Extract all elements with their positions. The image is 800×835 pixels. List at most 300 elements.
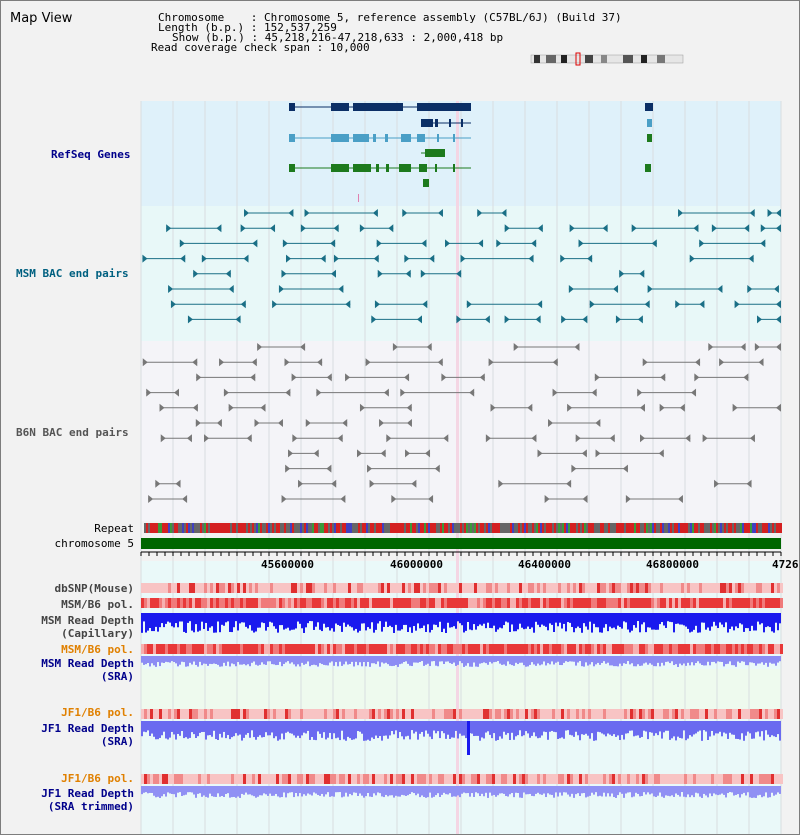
depth-bar xyxy=(599,656,601,665)
heat-cell xyxy=(627,644,630,654)
depth-bar xyxy=(679,721,681,738)
heat-cell xyxy=(198,598,201,608)
depth-bar xyxy=(317,613,319,622)
depth-bar xyxy=(501,656,503,665)
heat-cell xyxy=(735,774,738,784)
depth-bar xyxy=(499,656,501,664)
heat-cell xyxy=(675,583,678,593)
heat-cell xyxy=(723,583,726,593)
depth-bar xyxy=(573,613,575,632)
heat-cell xyxy=(564,598,567,608)
jf1-depth-sra-label[interactable]: JF1 Read Depth xyxy=(41,722,134,735)
depth-bar xyxy=(159,656,161,666)
heat-cell xyxy=(612,583,615,593)
depth-bar xyxy=(249,721,251,738)
repeat-block xyxy=(176,523,178,533)
jf1-depth-trim-label[interactable]: JF1 Read Depth xyxy=(41,787,134,800)
depth-bar xyxy=(239,613,241,623)
depth-bar xyxy=(363,656,365,662)
heat-cell xyxy=(759,598,762,608)
depth-bar xyxy=(363,721,365,741)
heat-cell xyxy=(381,709,384,719)
repeat-block xyxy=(144,523,146,533)
heat-cell xyxy=(660,583,663,593)
heat-cell xyxy=(288,583,291,593)
depth-bar xyxy=(263,721,265,737)
jf1-b6-pol-2-label[interactable]: JF1/B6 pol. xyxy=(61,772,134,785)
depth-bar xyxy=(289,656,291,664)
heat-cell xyxy=(207,774,210,784)
refseq-label[interactable]: RefSeq Genes xyxy=(51,148,131,161)
depth-bar xyxy=(455,721,457,731)
heat-cell xyxy=(522,774,525,784)
repeat-block xyxy=(280,523,282,533)
depth-bar xyxy=(685,721,687,740)
depth-bar xyxy=(259,721,261,735)
depth-bar xyxy=(615,721,617,737)
heat-cell xyxy=(153,709,156,719)
heat-cell xyxy=(477,774,480,784)
depth-bar xyxy=(441,613,443,632)
depth-bar xyxy=(601,721,603,733)
depth-bar xyxy=(205,721,207,740)
heat-cell xyxy=(402,583,405,593)
depth-bar xyxy=(545,656,547,665)
depth-bar xyxy=(229,656,231,666)
heat-cell xyxy=(558,583,561,593)
depth-bar xyxy=(501,721,503,739)
depth-bar xyxy=(429,721,431,737)
depth-bar xyxy=(291,613,293,630)
depth-bar xyxy=(737,656,739,662)
depth-bar xyxy=(317,656,319,667)
depth-bar xyxy=(531,786,533,796)
repeat-block xyxy=(692,523,694,533)
heat-cell xyxy=(258,644,261,654)
heat-cell xyxy=(462,644,465,654)
depth-bar xyxy=(487,721,489,731)
heat-cell xyxy=(459,774,462,784)
heat-cell xyxy=(441,644,444,654)
heat-cell xyxy=(405,774,408,784)
heat-cell xyxy=(336,709,339,719)
heat-cell xyxy=(192,774,195,784)
heat-cell xyxy=(339,644,342,654)
depth-bar xyxy=(609,613,611,627)
heat-cell xyxy=(354,583,357,593)
repeat-block xyxy=(318,523,320,533)
heat-cell xyxy=(201,583,204,593)
heat-cell xyxy=(723,709,726,719)
depth-bar xyxy=(769,721,771,737)
heat-cell xyxy=(303,644,306,654)
heat-cell xyxy=(756,774,759,784)
depth-bar xyxy=(687,786,689,794)
heat-cell xyxy=(639,598,642,608)
depth-bar xyxy=(275,613,277,629)
heat-cell xyxy=(693,644,696,654)
heat-cell xyxy=(291,583,294,593)
heat-cell xyxy=(336,583,339,593)
depth-bar xyxy=(155,721,157,739)
depth-bar xyxy=(455,786,457,797)
heat-cell xyxy=(171,774,174,784)
depth-bar xyxy=(697,656,699,661)
depth-bar xyxy=(401,786,403,795)
depth-bar xyxy=(753,613,755,630)
jf1-b6-pol-label[interactable]: JF1/B6 pol. xyxy=(61,706,134,719)
heat-cell xyxy=(507,644,510,654)
depth-bar xyxy=(493,656,495,662)
depth-bar xyxy=(645,721,647,731)
repeat-block xyxy=(488,523,490,533)
depth-bar xyxy=(641,613,643,624)
repeat-block xyxy=(670,523,672,533)
depth-bar xyxy=(449,786,451,793)
depth-bar xyxy=(723,721,725,733)
heat-cell xyxy=(288,598,291,608)
depth-bar xyxy=(289,613,291,631)
repeat-block xyxy=(402,523,404,533)
depth-bar xyxy=(335,656,337,662)
repeat-block xyxy=(454,523,456,533)
heat-cell xyxy=(273,774,276,784)
depth-bar xyxy=(691,786,693,795)
repeat-block xyxy=(482,523,484,533)
repeat-block xyxy=(190,523,192,533)
heat-cell xyxy=(453,774,456,784)
heat-cell xyxy=(318,583,321,593)
heat-cell xyxy=(609,709,612,719)
heat-cell xyxy=(531,774,534,784)
depth-bar xyxy=(535,786,537,794)
depth-bar xyxy=(553,613,555,632)
depth-bar xyxy=(779,721,781,741)
repeat-block xyxy=(244,523,246,533)
heat-cell xyxy=(333,644,336,654)
depth-bar xyxy=(513,786,515,797)
depth-bar xyxy=(679,613,681,624)
heat-cell xyxy=(219,583,222,593)
heat-cell xyxy=(732,644,735,654)
depth-bar xyxy=(185,786,187,795)
heat-cell xyxy=(378,644,381,654)
depth-bar xyxy=(715,613,717,626)
repeat-block xyxy=(754,523,756,533)
depth-bar xyxy=(175,721,177,740)
heat-cell xyxy=(495,774,498,784)
depth-bar xyxy=(751,786,753,798)
depth-bar xyxy=(677,786,679,795)
heat-cell xyxy=(771,644,774,654)
heat-cell xyxy=(330,774,333,784)
heat-cell xyxy=(468,583,471,593)
depth-bar xyxy=(425,613,427,632)
depth-bar xyxy=(761,613,763,623)
depth-bar xyxy=(715,721,717,733)
depth-bar xyxy=(475,613,477,630)
depth-bar xyxy=(271,786,273,796)
depth-bar xyxy=(523,656,525,665)
depth-bar xyxy=(651,656,653,665)
repeat-block xyxy=(364,523,366,533)
repeat-block xyxy=(238,523,240,533)
heat-cell xyxy=(207,644,210,654)
depth-bar xyxy=(505,721,507,735)
depth-bar xyxy=(253,721,255,737)
heat-cell xyxy=(147,644,150,654)
heat-cell xyxy=(222,644,225,654)
heat-cell xyxy=(426,644,429,654)
depth-bar xyxy=(501,786,503,793)
heat-cell xyxy=(492,583,495,593)
heat-cell xyxy=(438,709,441,719)
repeat-block xyxy=(696,523,698,533)
heat-cell xyxy=(408,598,411,608)
depth-bar xyxy=(369,721,371,741)
depth-bar xyxy=(189,721,191,738)
msm-b6-pol-2-label[interactable]: MSM/B6 pol. xyxy=(61,643,134,656)
depth-bar xyxy=(221,786,223,796)
heat-cell xyxy=(489,774,492,784)
repeat-block xyxy=(560,523,562,533)
heat-cell xyxy=(279,583,282,593)
repeat-block xyxy=(706,523,708,533)
heat-cell xyxy=(471,774,474,784)
heat-cell xyxy=(453,709,456,719)
heat-cell xyxy=(486,598,489,608)
depth-bar xyxy=(521,786,523,798)
heat-cell xyxy=(171,583,174,593)
depth-bar xyxy=(255,786,257,798)
heat-cell xyxy=(675,774,678,784)
depth-bar xyxy=(679,786,681,797)
heat-cell xyxy=(333,709,336,719)
heat-cell xyxy=(351,598,354,608)
depth-bar xyxy=(555,656,557,663)
repeat-block xyxy=(770,523,772,533)
depth-bar xyxy=(361,786,363,796)
depth-bar xyxy=(625,786,627,794)
depth-bar xyxy=(267,786,269,796)
depth-bar xyxy=(771,613,773,631)
b6n-bac-label[interactable]: B6N BAC end pairs xyxy=(16,426,129,439)
heat-cell xyxy=(216,598,219,608)
msm-depth-sra-label[interactable]: MSM Read Depth xyxy=(41,657,134,670)
depth-bar xyxy=(269,786,271,794)
heat-cell xyxy=(426,583,429,593)
heat-cell xyxy=(195,774,198,784)
depth-bar xyxy=(559,721,561,738)
heat-cell xyxy=(570,598,573,608)
depth-bar xyxy=(775,721,777,737)
depth-bar xyxy=(389,613,391,626)
heat-cell xyxy=(657,644,660,654)
depth-bar xyxy=(649,613,651,628)
depth-bar xyxy=(189,613,191,621)
heat-cell xyxy=(561,774,564,784)
heat-cell xyxy=(705,583,708,593)
depth-bar xyxy=(391,721,393,731)
depth-bar xyxy=(631,786,633,797)
heat-cell xyxy=(774,709,777,719)
repeat-block xyxy=(366,523,368,533)
depth-bar xyxy=(309,656,311,666)
heat-cell xyxy=(399,644,402,654)
heat-cell xyxy=(774,598,777,608)
repeat-block xyxy=(380,523,382,533)
depth-bar xyxy=(623,613,625,621)
depth-bar xyxy=(527,656,529,666)
depth-bar xyxy=(633,786,635,797)
dbsnp-label[interactable]: dbSNP(Mouse) xyxy=(54,582,134,595)
depth-bar xyxy=(491,656,493,663)
heat-cell xyxy=(168,598,171,608)
heat-cell xyxy=(411,583,414,593)
depth-bar xyxy=(281,613,283,625)
heat-cell xyxy=(231,644,234,654)
heat-cell xyxy=(630,709,633,719)
heat-cell xyxy=(189,709,192,719)
heat-cell xyxy=(387,598,390,608)
depth-bar xyxy=(591,721,593,733)
repeat-block xyxy=(330,523,332,533)
repeat-block xyxy=(496,523,498,533)
depth-bar xyxy=(527,786,529,794)
heat-cell xyxy=(654,644,657,654)
depth-bar xyxy=(313,656,315,665)
repeat-block xyxy=(716,523,718,533)
depth-bar xyxy=(729,656,731,661)
depth-bar xyxy=(393,656,395,666)
heat-cell xyxy=(588,583,591,593)
gene-exon xyxy=(289,134,295,142)
heat-cell xyxy=(294,598,297,608)
depth-bar xyxy=(321,613,323,631)
repeat-block xyxy=(654,523,656,533)
depth-bar xyxy=(591,613,593,633)
repeat-block xyxy=(430,523,432,533)
depth-bar xyxy=(173,613,175,627)
msm-bac-label[interactable]: MSM BAC end pairs xyxy=(16,267,129,280)
depth-bar xyxy=(577,656,579,663)
heat-cell xyxy=(432,774,435,784)
depth-bar xyxy=(195,613,197,624)
repeat-block xyxy=(192,523,194,533)
depth-bar xyxy=(621,721,623,735)
depth-bar xyxy=(249,613,251,625)
heat-cell xyxy=(264,583,267,593)
heat-cell xyxy=(606,709,609,719)
heat-cell xyxy=(552,709,555,719)
depth-bar xyxy=(181,721,183,731)
heat-cell xyxy=(237,709,240,719)
repeat-block xyxy=(676,523,678,533)
heat-cell xyxy=(408,583,411,593)
depth-bar xyxy=(217,613,219,622)
repeat-block xyxy=(308,523,310,533)
heat-cell xyxy=(543,644,546,654)
repeat-block xyxy=(186,523,188,533)
depth-bar xyxy=(563,721,565,739)
chromosome-info: Chromosome : Chromosome 5, reference assembly (C57BL/6J) (Build 37) xyxy=(158,11,622,24)
heat-cell xyxy=(150,644,153,654)
heat-cell xyxy=(624,774,627,784)
depth-bar xyxy=(667,721,669,731)
depth-bar xyxy=(693,656,695,665)
heat-cell xyxy=(156,644,159,654)
depth-bar xyxy=(739,613,741,623)
depth-bar xyxy=(649,656,651,663)
heat-cell xyxy=(672,774,675,784)
repeat-block xyxy=(600,523,602,533)
heat-cell xyxy=(564,774,567,784)
heat-cell xyxy=(399,598,402,608)
depth-bar xyxy=(535,656,537,666)
depth-bar xyxy=(417,721,419,740)
heat-cell xyxy=(282,644,285,654)
heat-cell xyxy=(396,583,399,593)
heat-cell xyxy=(153,774,156,784)
heat-cell xyxy=(144,583,147,593)
msm-depth-capillary-label[interactable]: MSM Read Depth xyxy=(41,614,134,627)
gene-exon xyxy=(419,164,427,172)
msm-b6-pol-label[interactable]: MSM/B6 pol. xyxy=(61,598,134,611)
repeat-block xyxy=(662,523,664,533)
repeat-block xyxy=(734,523,736,533)
depth-bar xyxy=(523,613,525,629)
ideogram-band xyxy=(546,55,556,63)
depth-bar xyxy=(193,786,195,794)
depth-bar xyxy=(395,786,397,796)
depth-bar xyxy=(333,656,335,666)
depth-bar xyxy=(279,656,281,662)
heat-cell xyxy=(684,598,687,608)
repeat-block xyxy=(512,523,514,533)
heat-cell xyxy=(615,598,618,608)
depth-bar xyxy=(575,786,577,794)
heat-cell xyxy=(171,644,174,654)
heat-cell xyxy=(714,774,717,784)
depth-bar xyxy=(647,613,649,627)
heat-cell xyxy=(642,598,645,608)
depth-bar xyxy=(529,656,531,665)
repeat-block xyxy=(606,523,608,533)
depth-bar xyxy=(525,786,527,794)
heat-cell xyxy=(396,644,399,654)
coverage-info: Read coverage check span : 10,000 xyxy=(151,41,370,54)
heat-cell xyxy=(663,644,666,654)
depth-bar xyxy=(237,721,239,736)
heat-cell xyxy=(438,598,441,608)
depth-bar xyxy=(743,613,745,632)
heat-cell xyxy=(522,598,525,608)
repeat-block xyxy=(304,523,306,533)
heat-cell xyxy=(741,583,744,593)
repeat-block xyxy=(748,523,750,533)
depth-bar xyxy=(241,613,243,622)
depth-bar xyxy=(455,656,457,666)
heat-cell xyxy=(420,774,423,784)
depth-bar xyxy=(339,786,341,792)
depth-bar xyxy=(491,721,493,738)
heat-cell xyxy=(549,774,552,784)
depth-bar xyxy=(379,786,381,793)
depth-bar xyxy=(581,786,583,793)
heat-cell xyxy=(660,709,663,719)
depth-bar xyxy=(615,613,617,629)
heat-cell xyxy=(555,709,558,719)
